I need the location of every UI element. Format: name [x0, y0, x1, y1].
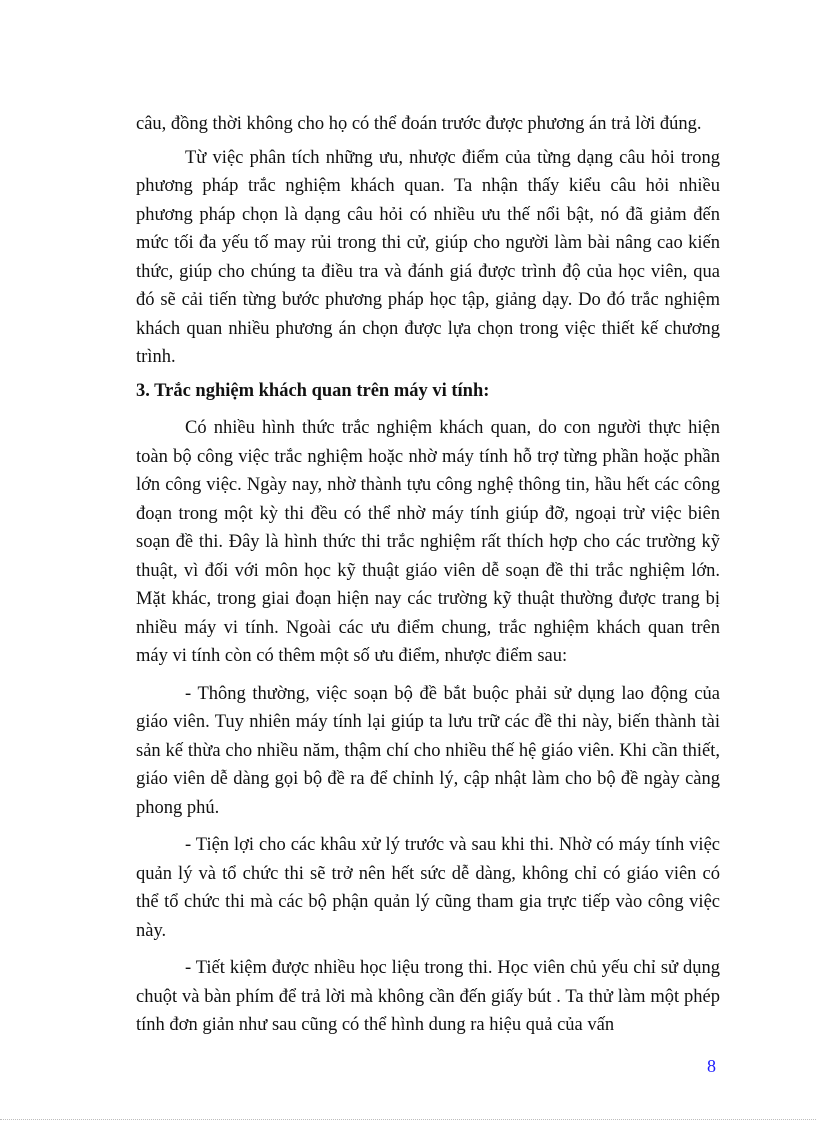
paragraph-bullet-storage: - Thông thường, việc soạn bộ đề bắt buộc phải sử dụng lao động của giáo viên. Tuy nhiên máy tính lại giúp ta lưu trữ các đề thi này, biến thành tài sản kế thừa cho nhiều năm, thậm chí cho nhiều thế hệ giáo viên. Khi cần thiết, giáo viên dễ dàng gọi bộ đề ra để chỉnh lý, cập nhật làm cho bộ đề ngày càng phong phú.: [136, 683, 720, 818]
paragraph-continuation: câu, đồng thời không cho họ có thể đoán trước được phương án trả lời đúng.: [136, 114, 702, 134]
paragraph-forms: Có nhiều hình thức trắc nghiệm khách quan, do con người thực hiện toàn bộ công việc trắc nghiệm hoặc nhờ máy tính hỗ trợ từng phần hoặc phần lớn công việc. Ngày nay, nhờ thành tựu công nghệ thông tin, hầu hết các công đoạn trong một kỳ thi đều có thể nhờ máy tính giúp đỡ, ngoại trừ việc biên soạn đề thi. Đây là hình thức thi trắc nghiệm rất thích hợp cho các trường kỹ thuật, vì đối với môn học kỹ thuật giáo viên dễ soạn đề thi trắc nghiệm lớn. Mặt khác, trong giai đoạn hiện nay các trường kỹ thuật thường được trang bị nhiều máy vi tính. Ngoài các ưu điểm chung, trắc nghiệm khách quan trên máy vi tính còn có thêm một số ưu điểm, nhược điểm sau:: [136, 418, 720, 666]
paragraph-analysis: Từ việc phân tích những ưu, nhược điểm của từng dạng câu hỏi trong phương pháp trắc nghiệm khách quan. Ta nhận thấy kiểu câu hỏi nhiều phương pháp chọn là dạng câu hỏi có nhiều ưu thế nổi bật, nó đã giảm đến mức tối đa yếu tố may rủi trong thi cử, giúp cho người làm bài nâng cao kiến thức, giúp cho chúng ta điều tra và đánh giá được trình độ của học viên, qua đó sẽ cải tiến từng bước phương pháp học tập, giảng dạy. Do đó trắc nghiệm khách quan nhiều phương án chọn được lựa chọn trong việc thiết kế chương trình.: [136, 147, 720, 367]
page-number: 8: [707, 1056, 716, 1076]
paragraph-bullet-processing: - Tiện lợi cho các khâu xử lý trước và sau khi thi. Nhờ có máy tính việc quản lý và tổ chức thi sẽ trở nên hết sức dễ dàng, không chỉ có giáo viên có thể tổ chức thi mà các bộ phận quản lý cũng tham gia trực tiếp vào công việc này.: [136, 835, 720, 941]
page-bottom-divider: [0, 1119, 816, 1120]
page-body: [136, 110, 720, 1040]
section-heading: 3. Trắc nghiệm khách quan trên máy vi tính:: [136, 380, 490, 401]
paragraph-bullet-materials: - Tiết kiệm được nhiều học liệu trong thi. Học viên chủ yếu chỉ sử dụng chuột và bàn phím để trả lời mà không cần đến giấy bút . Ta thử làm một phép tính đơn giản như sau cũng có thể hình dung ra hiệu quả của vấn: [136, 958, 720, 1035]
